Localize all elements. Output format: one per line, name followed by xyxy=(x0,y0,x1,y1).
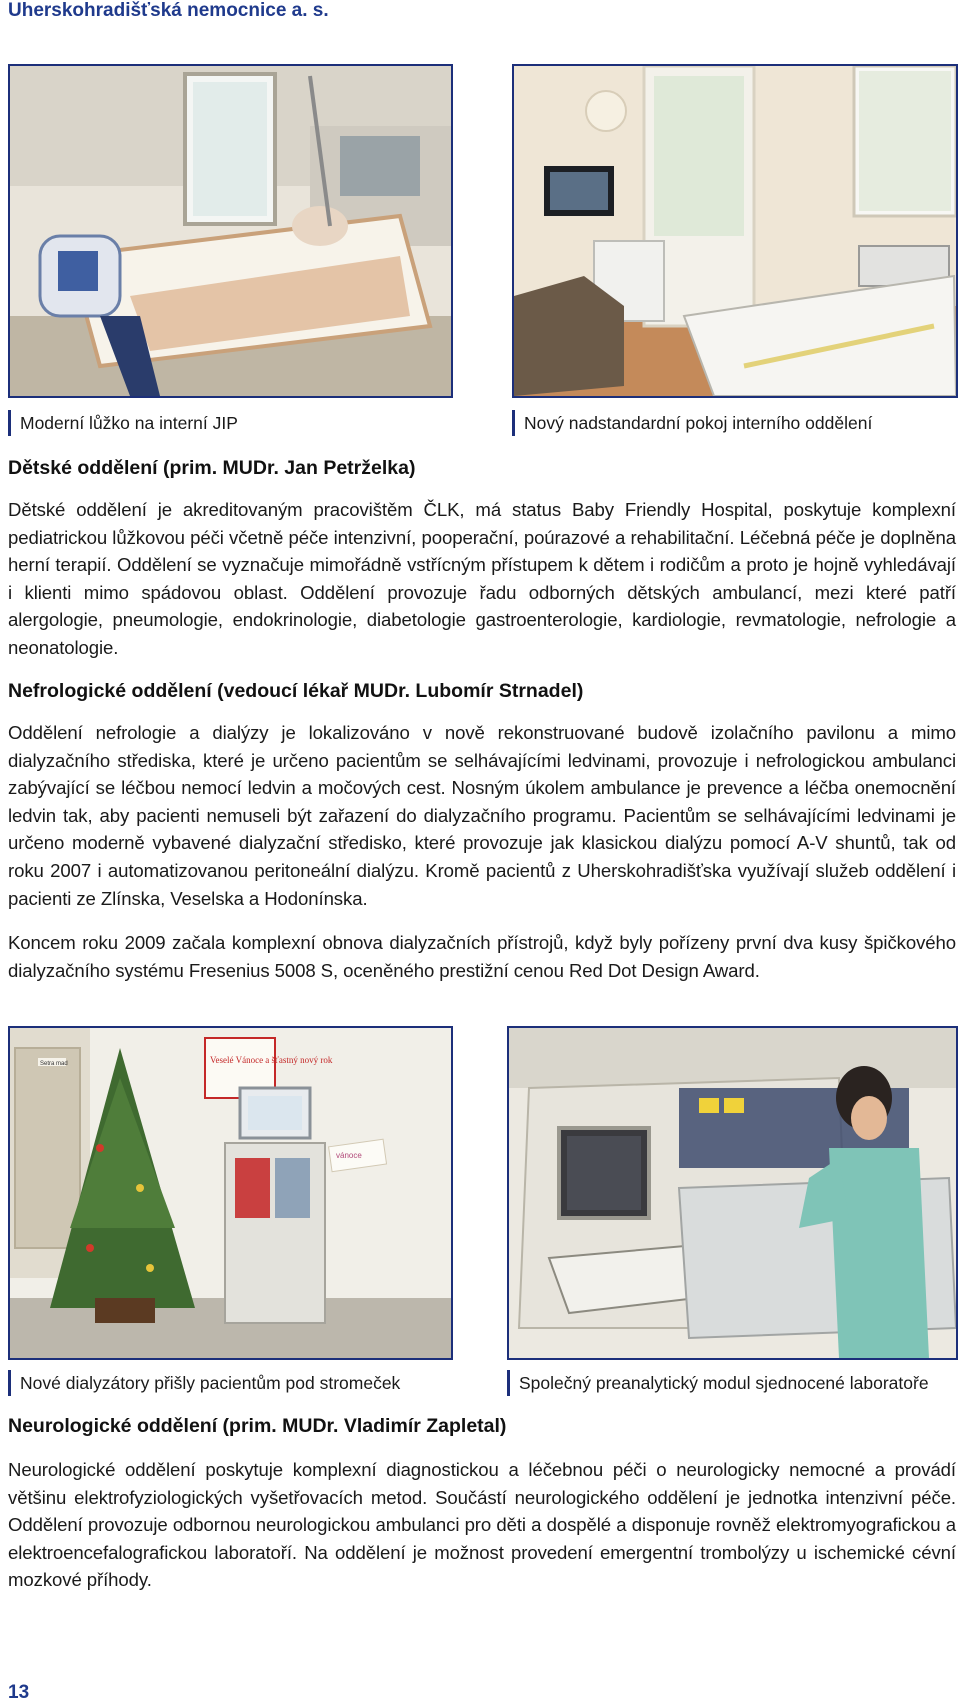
room-illustration xyxy=(514,66,956,396)
dialyzer-illustration xyxy=(10,1028,451,1358)
door-sign: Setra mad xyxy=(40,1061,68,1067)
page-number: 13 xyxy=(8,1682,30,1703)
paragraph-nephrology-1: Oddělení nefrologie a dialýzy je lokalizováno v nově rekonstruované budově izolačního pavilonu a mimo dialyzačního střediska, které je určeno pacientům se selhávajícími ledvinami, provozuje i nefrologickou ambulanci zabývající se léčbou nemocí ledvin a močových cest. Nosným úkolem ambulance je prevence a léčba onemocnění ledvin tak, aby pacienti nemuseli být zařazení do dialyzačního programu. Pacientům se selhávajícími ledvinami je určeno moderně vybavené dialyzační středisko, které provozuje jak klasickou dialýzu pomocí A-V shuntů, tak od roku 2007 i automatizovanou peritoneální dialýzu. Kromě pacientů z Uherskohradišťska využívají služeb oddělení i pacienti ze Zlínska, Veselska a Hodonínska. xyxy=(8,722,956,909)
photo-standard-room xyxy=(512,64,958,398)
photo-lab-module xyxy=(507,1026,958,1360)
paragraph-pediatric: Dětské oddělení je akreditovaným pracovištěm ČLK, má status Baby Friendly Hospital, poskytuje komplexní pediatrickou lůžkovou péči včetně péče intenzivní, pooperační, poúrazové a rehabilitační. Léčebná péče je doplněna herní terapií. Oddělení se vyznačuje mimořádně vstřícným přístupem k dětem i rodičům a proto je hojně vyhledávají i klienti mimo spádovou oblast. Oddělení provozuje řadu odborných dětských ambulancí, mezi které patří alergologie, pneumologie, endokrinologie, diabetologie gastroenterologie, kardiologie, revmatologie, nefrologie a neonatologie. xyxy=(8,499,956,658)
caption-icu-bed: Moderní lůžko na interní JIP xyxy=(8,410,238,436)
photo-dialyzer-christmas xyxy=(8,1026,453,1360)
heading-neurology: Neurologické oddělení (prim. MUDr. Vladimír Zapletal) xyxy=(8,1415,507,1437)
icu-bed-illustration xyxy=(10,66,451,396)
paragraph-neurology: Neurologické oddělení poskytuje komplexní diagnostickou a léčebnou péči o neurologicky nemocné a provádí většinu elektrofyziologických vyšetřovacích metod. Součástí neurologického oddělení je jednotka intenzivní péče. Oddělení provozuje odbornou neurologickou ambulanci pro děti a dospělé a disponuje rovněž elektromyografickou a elektroencefalografickou laboratoří. Na oddělení je možnost provedení emergentní trombolýzy u ischemické cévní mozkové příhody. xyxy=(8,1459,956,1591)
caption-standard-room: Nový nadstandardní pokoj interního oddělení xyxy=(512,410,872,436)
caption-dialyzer: Nové dialyzátory přišly pacientům pod stromeček xyxy=(8,1370,400,1396)
photo-icu-bed xyxy=(8,64,453,398)
christmas-poster: Veselé Vánoce a šťastný nový rok xyxy=(210,1055,333,1065)
lab-module-illustration xyxy=(509,1028,956,1358)
paragraph-nephrology-2: Koncem roku 2009 začala komplexní obnova dialyzačních přístrojů, když byly pořízeny první dva kusy špičkového dialyzačního systému Fresenius 5008 S, oceněného prestižní cenou Red Dot Design Award. xyxy=(8,932,956,981)
caption-lab-module: Společný preanalytický modul sjednocené laboratoře xyxy=(507,1370,929,1396)
heading-pediatric: Dětské oddělení (prim. MUDr. Jan Petrželka) xyxy=(8,457,416,479)
document-header: Uherskohradišťská nemocnice a. s. xyxy=(8,0,329,21)
vanoce-sign: vánoce xyxy=(336,1151,362,1160)
heading-nephrology: Nefrologické oddělení (vedoucí lékař MUDr. Lubomír Strnadel) xyxy=(8,680,584,702)
